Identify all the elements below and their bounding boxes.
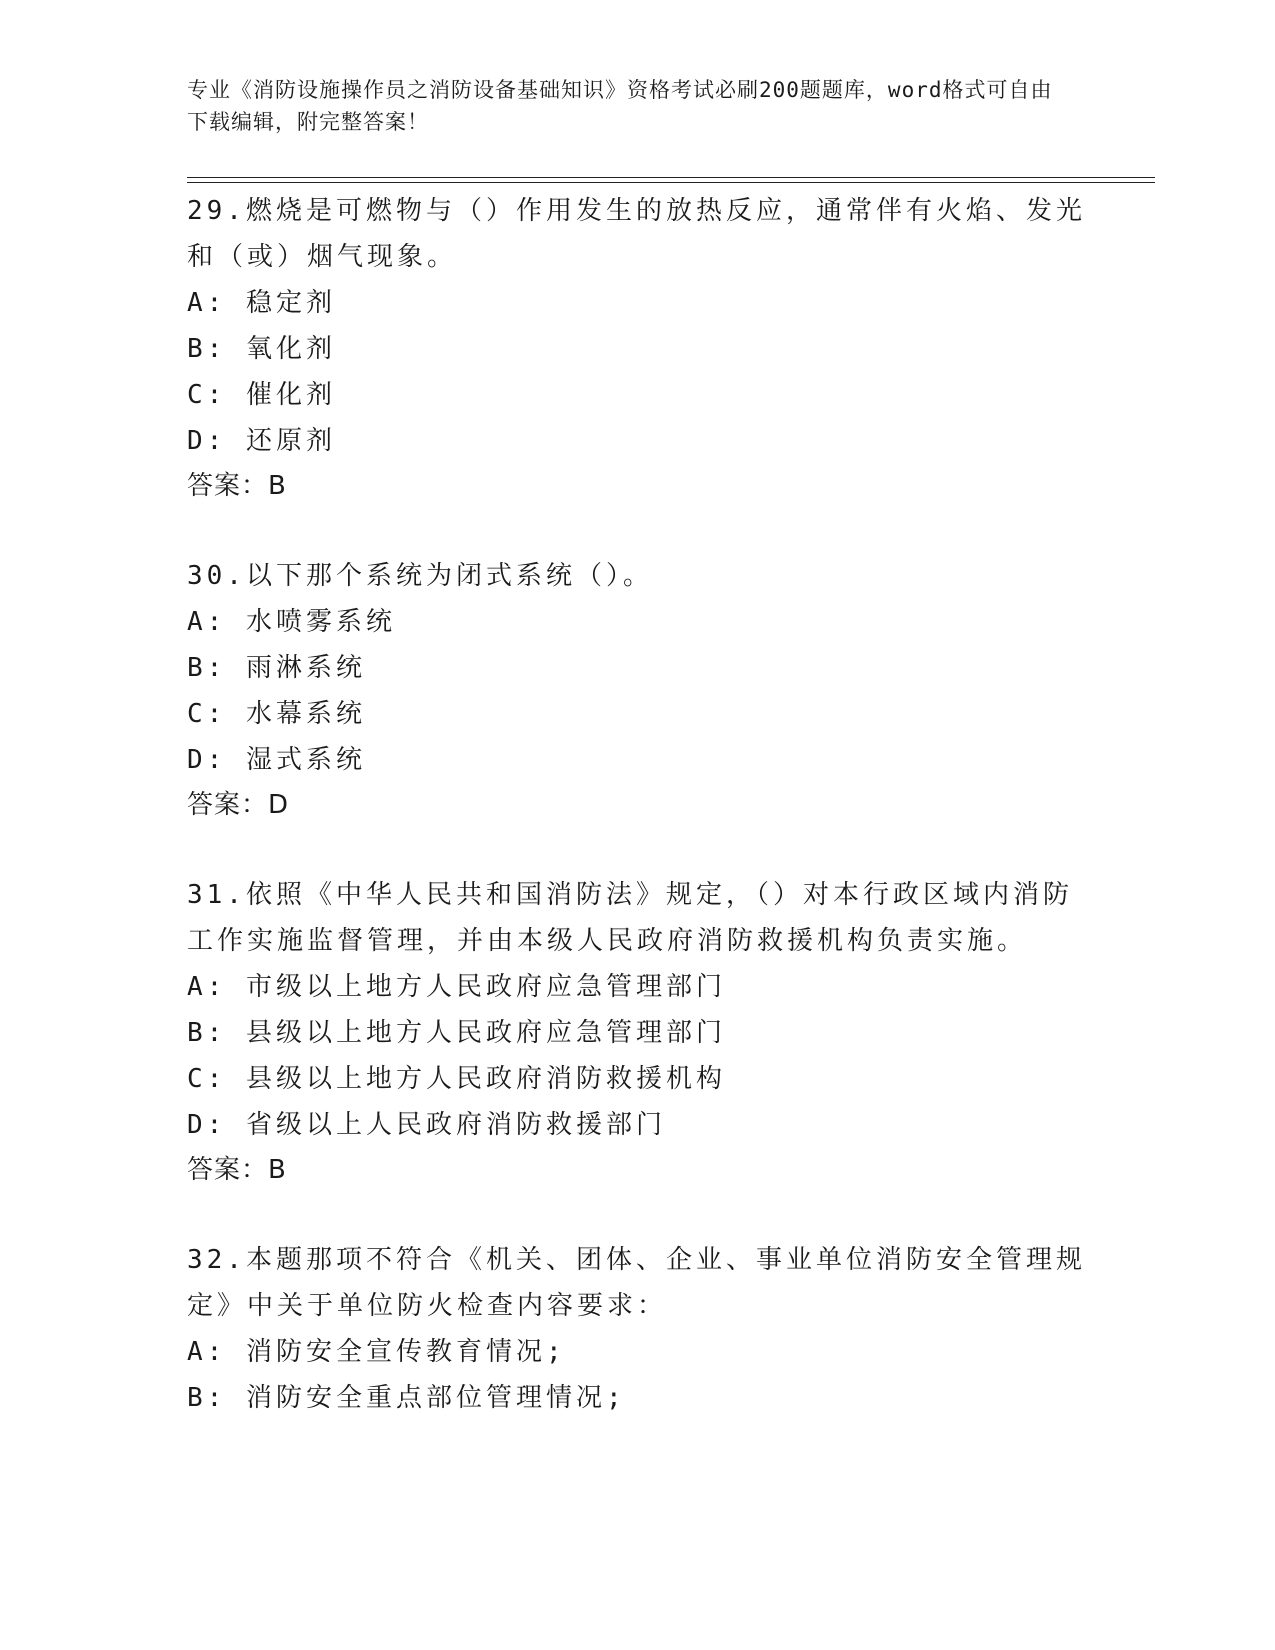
option-a: A: 市级以上地方人民政府应急管理部门 <box>187 972 726 1002</box>
question-31 <box>187 872 1087 1192</box>
question-stem: 31.依照《中华人民共和国消防法》规定，（）对本行政区域内消防工作实施监督管理，并由本级人民政府消防救援机构负责实施。 <box>187 880 1073 956</box>
option-b: B: 县级以上地方人民政府应急管理部门 <box>187 1018 726 1048</box>
answer: 答案：D <box>187 790 290 820</box>
option-b: B: 雨淋系统 <box>187 653 366 683</box>
question-list <box>187 188 1087 1466</box>
header-divider-top <box>187 177 1155 178</box>
question-30 <box>187 553 1087 827</box>
option-c: C: 催化剂 <box>187 380 336 410</box>
option-d: D: 湿式系统 <box>187 745 366 775</box>
option-a: A: 稳定剂 <box>187 288 336 318</box>
option-c: C: 水幕系统 <box>187 699 366 729</box>
answer: 答案：B <box>187 471 287 501</box>
option-d: D: 省级以上人民政府消防救援部门 <box>187 1110 666 1140</box>
option-a: A: 消防安全宣传教育情况; <box>187 1337 566 1367</box>
answer: 答案：B <box>187 1155 287 1185</box>
question-stem: 32.本题那项不符合《机关、团体、企业、事业单位消防安全管理规定》中关于单位防火检查内容要求： <box>187 1245 1086 1321</box>
document-header: 专业《消防设施操作员之消防设备基础知识》资格考试必刷200题题库，word格式可自由下载编辑，附完整答案！ <box>187 78 1053 134</box>
option-b: B: 消防安全重点部位管理情况; <box>187 1383 626 1413</box>
question-stem: 29.燃烧是可燃物与（）作用发生的放热反应，通常伴有火焰、发光和（或）烟气现象。 <box>187 196 1086 272</box>
option-b: B: 氧化剂 <box>187 334 336 364</box>
question-32 <box>187 1237 1087 1421</box>
option-d: D: 还原剂 <box>187 426 336 456</box>
question-29 <box>187 188 1087 508</box>
option-c: C: 县级以上地方人民政府消防救援机构 <box>187 1064 726 1094</box>
header-divider-bottom <box>187 182 1155 183</box>
question-stem: 30.以下那个系统为闭式系统（）。 <box>187 561 653 591</box>
option-a: A: 水喷雾系统 <box>187 607 396 637</box>
